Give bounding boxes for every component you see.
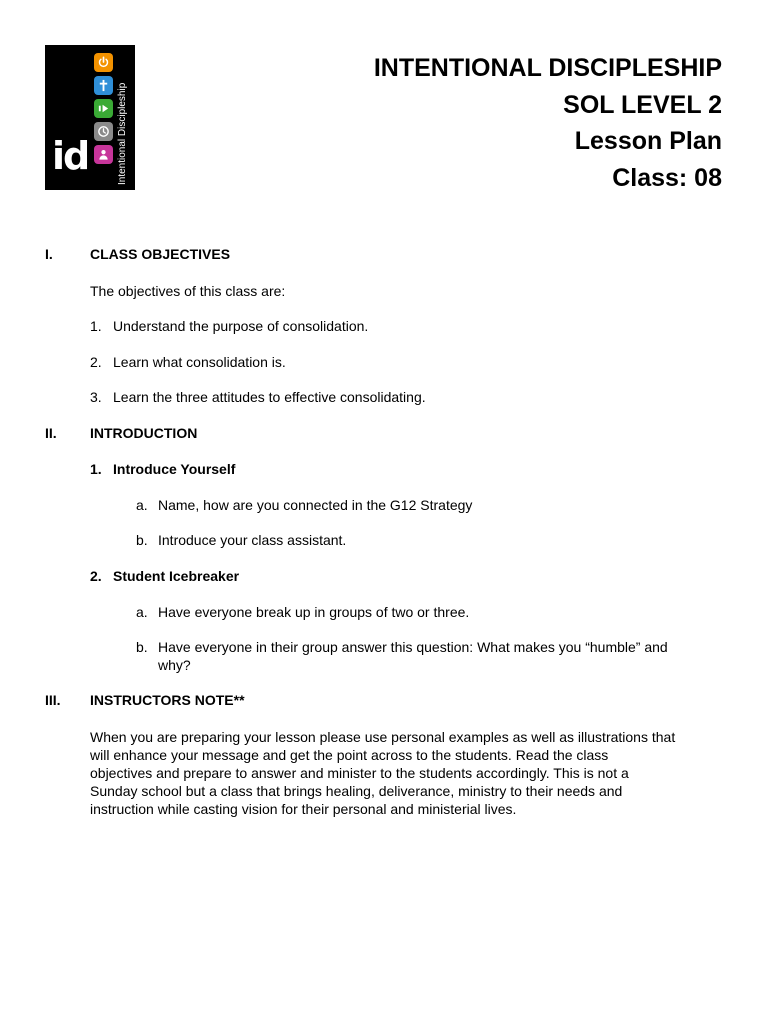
- objective-text: Learn what consolidation is.: [113, 354, 286, 370]
- section-3-numeral: III.: [45, 692, 61, 708]
- logo-mark: [52, 134, 89, 178]
- objective-number: 1.: [90, 318, 102, 334]
- instructor-note-line: Sunday school but a class that brings healing, deliverance, ministry to their needs and: [90, 783, 623, 799]
- list-letter: a.: [136, 497, 148, 513]
- subsection-title-student-icebreaker: Student Icebreaker: [113, 568, 240, 584]
- section-3-heading: INSTRUCTORS NOTE**: [90, 692, 245, 708]
- logo-icon-stack: [94, 53, 113, 168]
- list-item-text: Introduce your class assistant.: [158, 532, 347, 548]
- objective-number: 3.: [90, 389, 102, 405]
- list-letter: b.: [136, 639, 148, 655]
- program-title: INTENTIONAL DISCIPLESHIP: [373, 54, 722, 82]
- power-icon: [94, 53, 113, 72]
- subsection-number: 2.: [90, 568, 102, 584]
- instructor-note-line: objectives and prepare to answer and minister to the students accordingly. This is not a: [90, 765, 629, 781]
- section-2-heading: INTRODUCTION: [90, 425, 198, 441]
- intentional-discipleship-logo: [45, 45, 135, 190]
- level-title: SOL LEVEL 2: [563, 90, 722, 119]
- clock-icon: [94, 122, 113, 141]
- section-2-numeral: II.: [45, 425, 57, 441]
- people-icon: [94, 145, 113, 164]
- objective-text: Understand the purpose of consolidation.: [113, 318, 369, 334]
- logo-vertical-text-wrap: [116, 55, 130, 185]
- instructor-note-line: will enhance your message and get the point across to the students. Read the class: [90, 747, 609, 763]
- cross-icon: [94, 76, 113, 95]
- instructor-note-line: When you are preparing your lesson please use personal examples as well as illustrations that: [90, 729, 676, 745]
- objectives-intro: The objectives of this class are:: [90, 283, 286, 299]
- class-number: Class: 08: [612, 163, 722, 192]
- instructor-note-line: instruction while casting vision for their personal and ministerial lives.: [90, 801, 517, 817]
- list-letter: a.: [136, 604, 148, 620]
- forward-arrow-icon: [94, 99, 113, 118]
- section-1-numeral: I.: [45, 246, 53, 262]
- objective-text: Learn the three attitudes to effective consolidating.: [113, 389, 426, 405]
- objective-number: 2.: [90, 354, 102, 370]
- section-1-heading: CLASS OBJECTIVES: [90, 246, 231, 262]
- list-item-text-continued: why?: [158, 657, 191, 673]
- subsection-number: 1.: [90, 461, 102, 477]
- list-letter: b.: [136, 532, 148, 548]
- list-item-text: Name, how are you connected in the G12 Strategy: [158, 497, 473, 513]
- list-item-text: Have everyone in their group answer this question: What makes you “humble” and: [158, 639, 668, 655]
- document-title-block: [374, 50, 722, 196]
- logo-mark-text: id: [52, 134, 89, 178]
- lesson-plan-title: Lesson Plan: [574, 127, 722, 155]
- logo-vertical-text: Intentional Discipleship: [117, 82, 128, 185]
- list-item-text: Have everyone break up in groups of two or three.: [158, 604, 470, 620]
- subsection-title-introduce-yourself: Introduce Yourself: [113, 461, 236, 477]
